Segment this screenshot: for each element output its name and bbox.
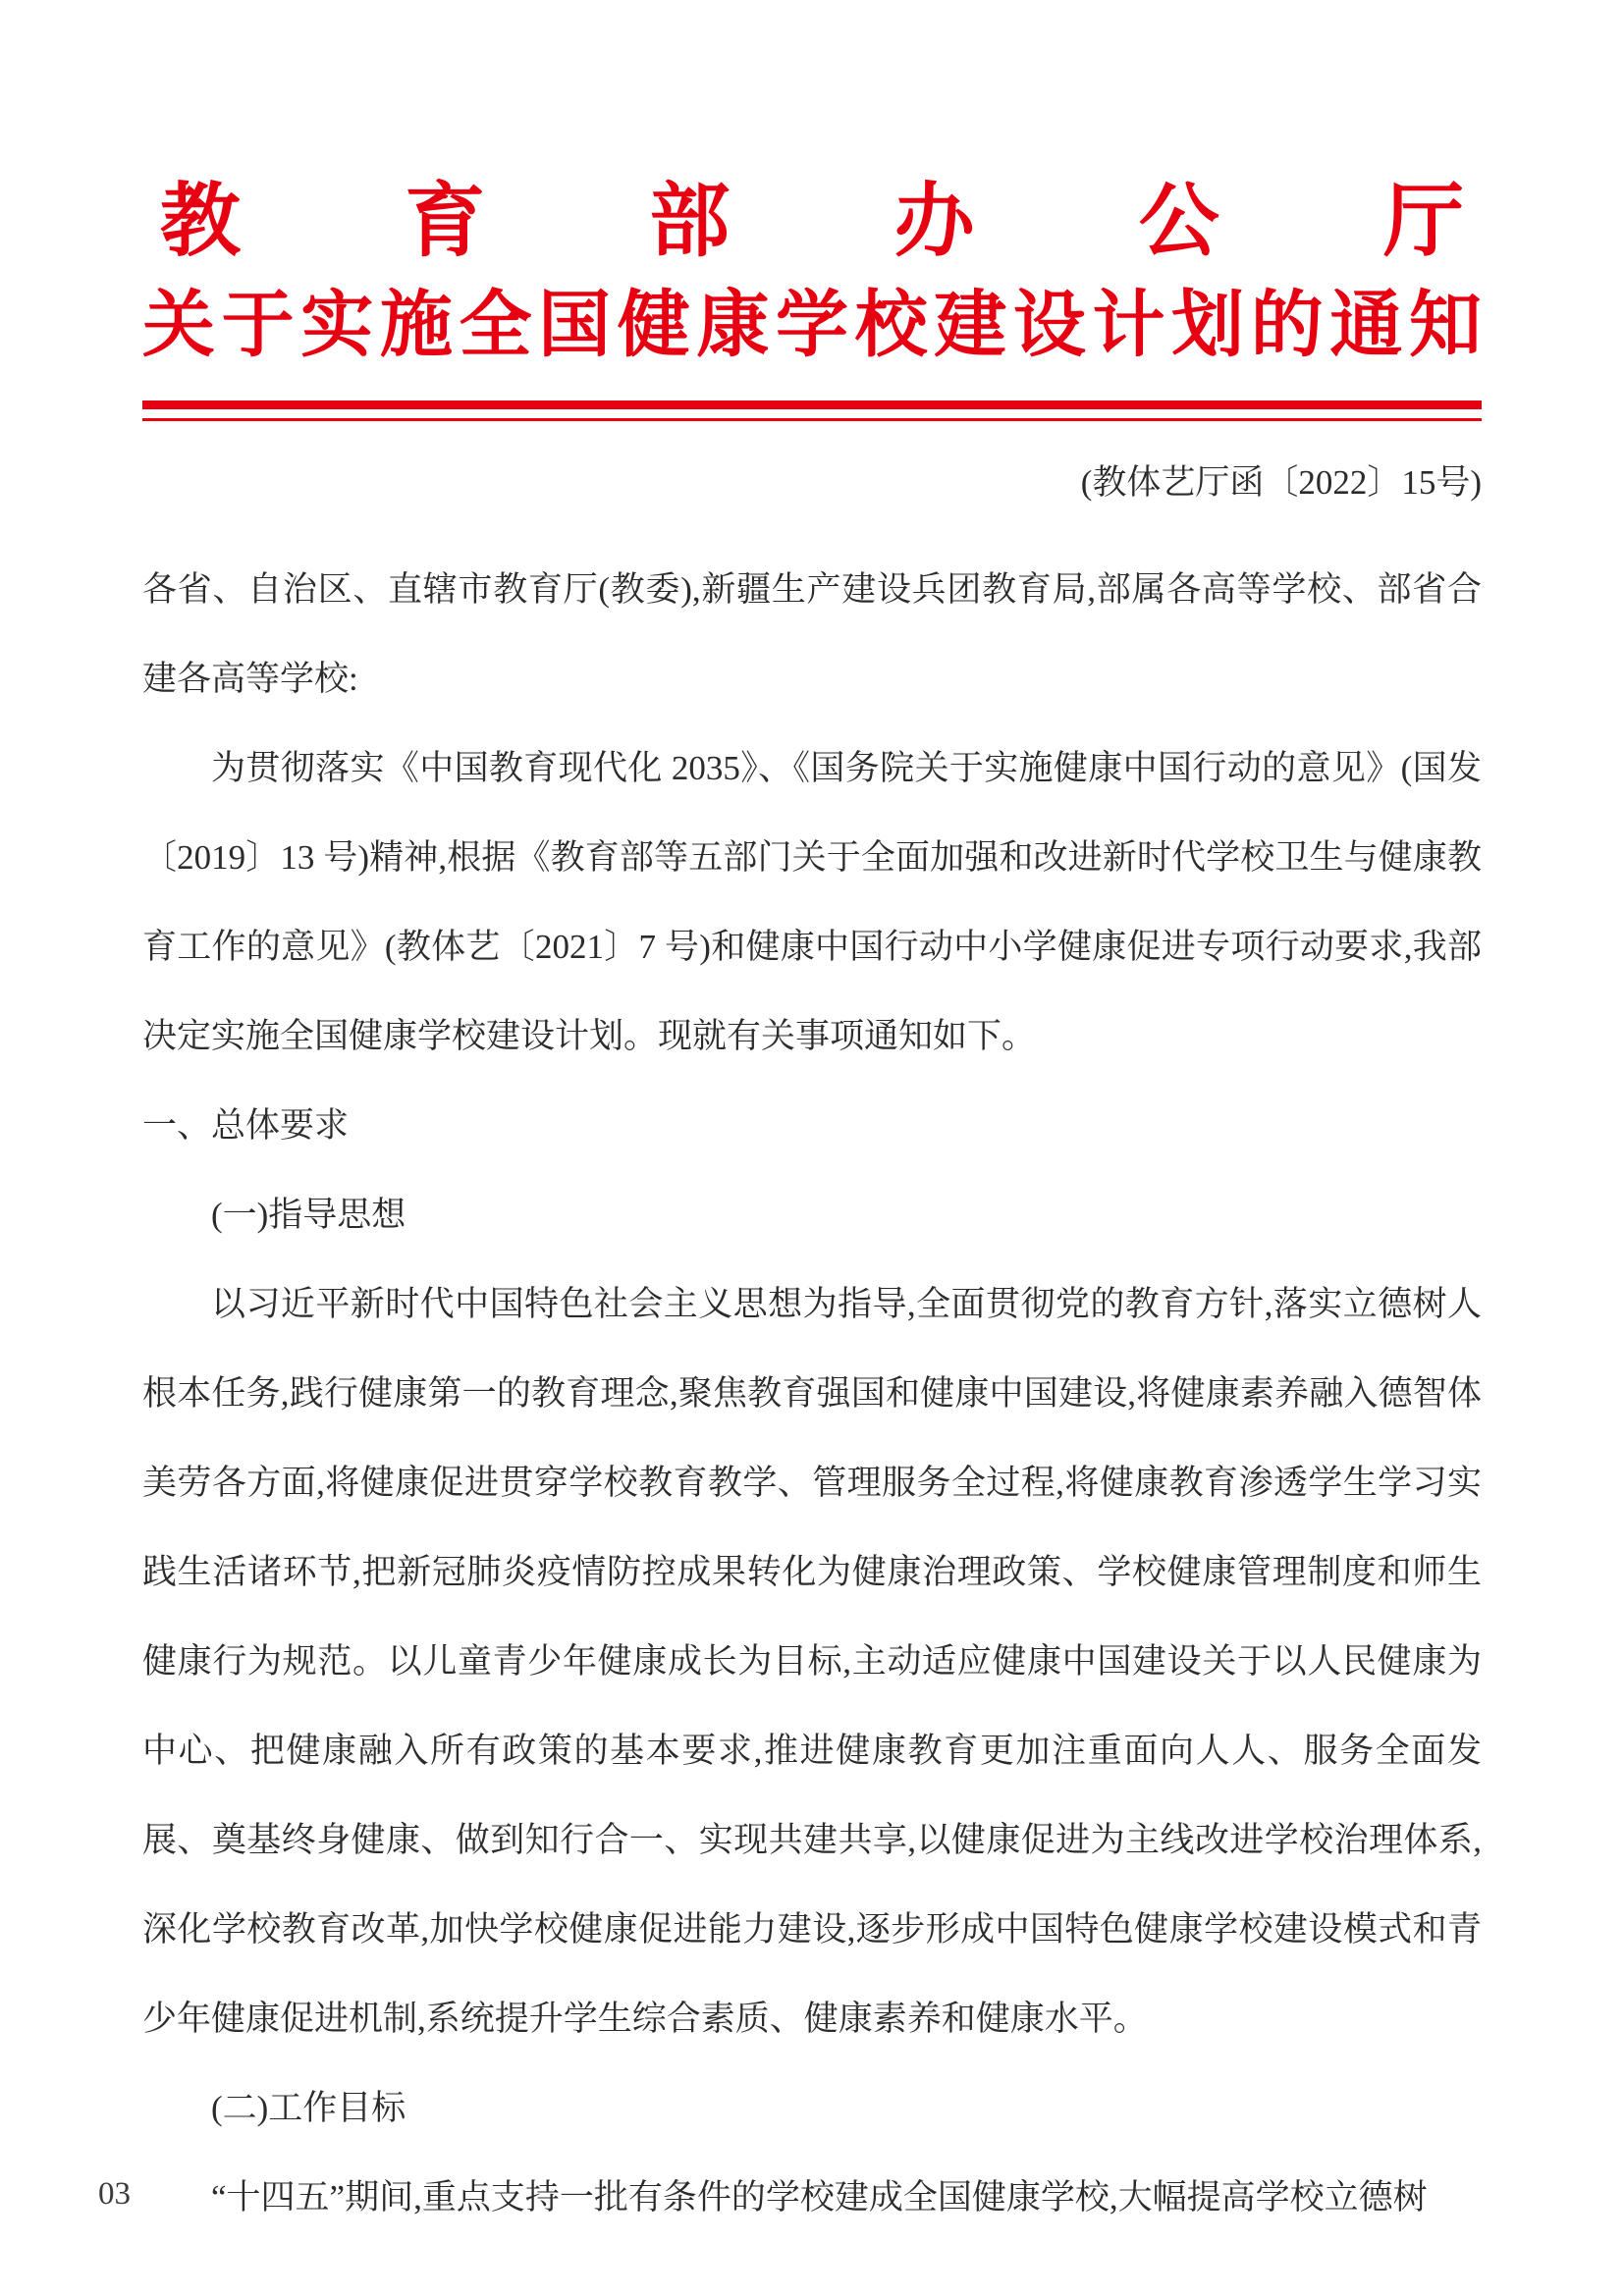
title-char: 建 [934,285,1007,366]
document-body [142,545,1482,2242]
doc-title-line2 [142,281,1482,372]
section-heading: (二)工作目标 [211,2089,406,2127]
red-rule-thick [142,400,1482,409]
page-number: 03 [98,2176,131,2212]
title-char: 实 [300,285,374,366]
paragraph: 各省、自治区、直辖市教育厅(教委),新疆生产建设兵团教育局,部属各高等学校、部省合建各高等学校: [142,570,1482,698]
title-char: 于 [221,285,295,366]
title-char: 学 [776,285,848,366]
title-char: 关 [142,285,215,366]
paragraph: 以习近平新时代中国特色社会主义思想为指导,全面贯彻党的教育方针,落实立德树人根本任务,践行健康第一的教育理念,聚焦教育强国和健康中国建设,将健康素养融入德智体美劳各方面,将健康促进贯穿学校教育教学、管理服务全过程,将健康教育渗透学生学习实践生活诸环节,把新冠肺炎疫情防控成果转化为健康治理政策、学校健康管理制度和师生健康行为规范。以儿童青少年健康成长为目标,主动适应健康中国建设关于以人民健康为中心、把健康融入所有政策的基本要求,推进健康教育更加注重面向人人、服务全面发展、奠基终身健康、做到知行合一、实现共建共享,以健康促进为主线改进学校治理体系,深化学校教育改革,加快学校健康促进能力建设,逐步形成中国特色健康学校建设模式和青少年健康促进机制,系统提升学生综合素质、健康素养和健康水平。 [142,1285,1482,2038]
title-char: 公 [1138,177,1219,266]
title-char: 设 [1012,285,1086,366]
title-char: 康 [696,285,770,366]
document-number: (教体艺厅函〔2022〕15号) [1080,463,1482,502]
document-header [142,172,1482,504]
title-char: 教 [160,177,242,266]
section-heading: 一、总体要求 [142,1106,350,1145]
title-char: 健 [617,285,690,366]
section-heading: (一)指导思想 [211,1196,406,1234]
red-rule-thin [142,418,1482,421]
title-char: 的 [1250,285,1324,366]
title-char: 施 [379,285,453,366]
title-char: 知 [1409,285,1482,366]
doc-title-line1 [160,172,1464,273]
title-char: 全 [459,285,532,366]
title-char: 国 [538,285,612,366]
title-char: 部 [649,177,731,266]
title-char: 校 [854,285,928,366]
title-char: 育 [405,177,486,266]
paragraph: “十四五”期间,重点支持一批有条件的学校建成全国健康学校,大幅提高学校立德树 [211,2178,1428,2216]
title-char: 办 [893,177,975,266]
title-char: 厅 [1382,177,1464,266]
title-char: 计 [1092,285,1165,366]
title-char: 通 [1329,285,1403,366]
title-char: 划 [1171,285,1245,366]
paragraph: 为贯彻落实《中国教育现代化 2035》、《国务院关于实施健康中国行动的意见》(国发〔2019〕13 号)精神,根据《教育部等五部门关于全面加强和改进新时代学校卫生与健康教育工作的意见》(教体艺〔2021〕7 号)和健康中国行动中小学健康促进专项行动要求,我部决定实施全国健康学校建设计划。现就有关事项通知如下。 [142,749,1482,1055]
